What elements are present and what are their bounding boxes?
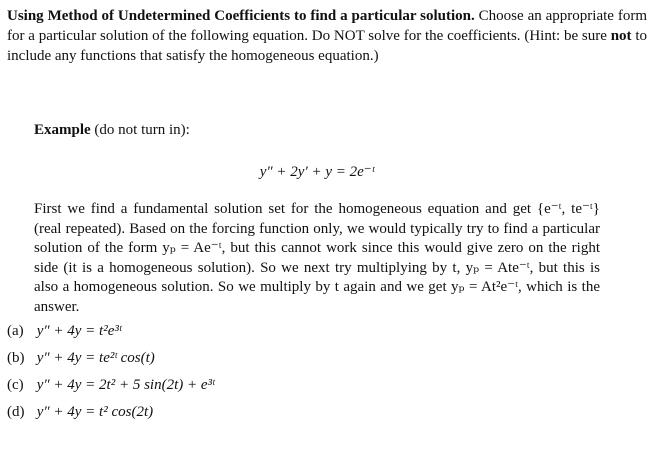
example-block bbox=[34, 120, 600, 318]
example-note: (do not turn in): bbox=[94, 122, 190, 138]
exercise-equation: y″ + 4y = 2t² + 5 sin(2t) + e³ᵗ bbox=[36, 377, 215, 393]
example-label: Example bbox=[34, 122, 91, 138]
exercise-b bbox=[7, 348, 215, 375]
exercise-list bbox=[7, 321, 215, 429]
example-equation: y″ + 2y′ + y = 2e⁻ᵗ bbox=[259, 164, 375, 180]
example-explanation: First we find a fundamental solution set for the homogeneous equation and get {e⁻ᵗ, te⁻ᵗ} (real repeated). Based on the forcing function only, we would typically try to find a particular solution of the form yₚ = Ae⁻ᵗ, but this cannot work since this would give zero on the right side (it is a homogeneous solution). So we next try multiplying by t, yₚ = Ate⁻ᵗ, but this is also a homogeneous solution. So we multiply by t again and we get yₚ = At²e⁻ᵗ, which is the answer. bbox=[34, 201, 600, 315]
instructions-text-a: Choose an appropriate form for a particular solution of the following equation. Do NOT solve for the coefficients. (Hint: be sure bbox=[7, 8, 647, 44]
exercise-label: (c) bbox=[7, 377, 24, 393]
exercise-a bbox=[7, 321, 215, 348]
exercise-equation: y″ + 4y = t²e³ᵗ bbox=[36, 323, 122, 339]
exercise-d bbox=[7, 402, 215, 429]
exercise-label: (a) bbox=[7, 323, 24, 339]
exercise-label: (b) bbox=[7, 350, 25, 366]
exercise-equation: y″ + 4y = t² cos(2t) bbox=[36, 404, 154, 420]
exercise-c bbox=[7, 375, 215, 402]
instructions-text-b: to include any functions that satisfy the homogeneous equation.) bbox=[7, 28, 648, 64]
problem-title: Using Method of Undetermined Coefficients to find a particular solution. bbox=[7, 8, 475, 24]
exercise-equation: y″ + 4y = te²ᵗ cos(t) bbox=[36, 350, 155, 366]
problem-instructions bbox=[7, 6, 647, 66]
exercise-label: (d) bbox=[7, 404, 25, 420]
emphasis-not: not bbox=[610, 28, 632, 44]
example-heading bbox=[34, 120, 600, 140]
